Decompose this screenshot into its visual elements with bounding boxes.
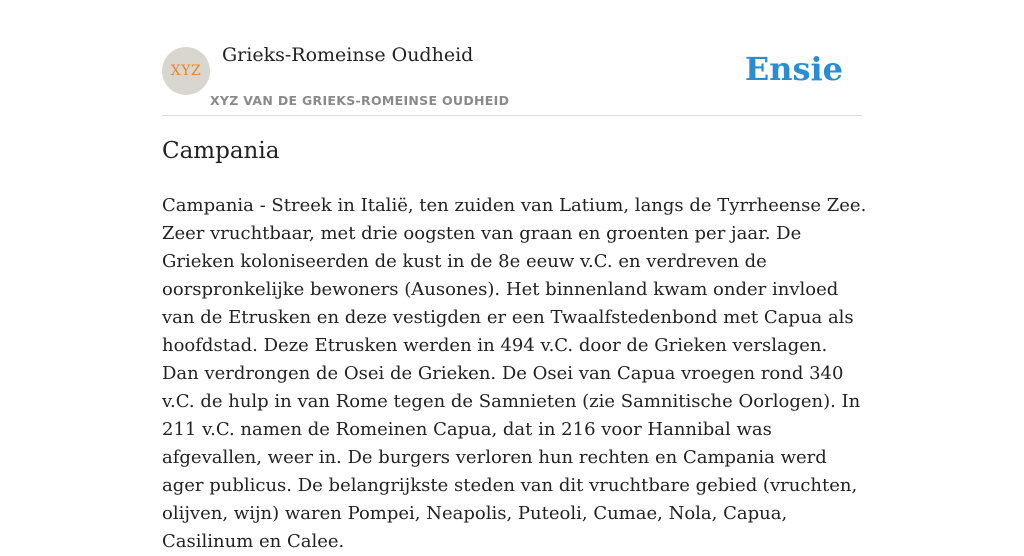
source-avatar[interactable]: XYZ [162,47,210,95]
source-subtitle: XYZ VAN DE GRIEKS-ROMEINSE OUDHEID [210,93,510,108]
article-body: Campania - Streek in Italië, ten zuiden van Latium, langs de Tyrrheense Zee. Zeer vruchtbaar, met drie oogsten van graan en groenten per jaar. De Grieken koloniseerden de kust in de 8e eeuw v.C. en verdreven de oorspronkelijke bewoners (Ausones). Het binnenland kwam onder invloed van de Etrusken en deze vestigden er een Twaalfstedenbond met Capua als hoofdstad. Deze Etrusken werden in 494 v.C. door de Grieken verslagen. Dan verdrongen de Osei de Grieken. De Osei van Capua vroegen rond 340 v.C. de hulp in van Rome tegen de Samnieten (zie Samnitische Oorlogen). In 211 v.C. namen de Romeinen Capua, dat in 216 voor Hannibal was afgevallen, weer in. De burgers verloren hun rechten en Campania werd ager publicus. De belangrijkste steden van dit vruchtbare gebied (vruchten, olijven, wijn) waren Pompei, Neapolis, Puteoli, Cumae, Nola, Capua, Casilinum en Calee. [162,195,867,552]
ensie-logo-link[interactable]: Ensie [744,50,843,88]
article-title: Campania [162,138,280,164]
source-header [162,0,862,116]
source-title-link[interactable]: Grieks-Romeinse Oudheid [222,44,474,66]
